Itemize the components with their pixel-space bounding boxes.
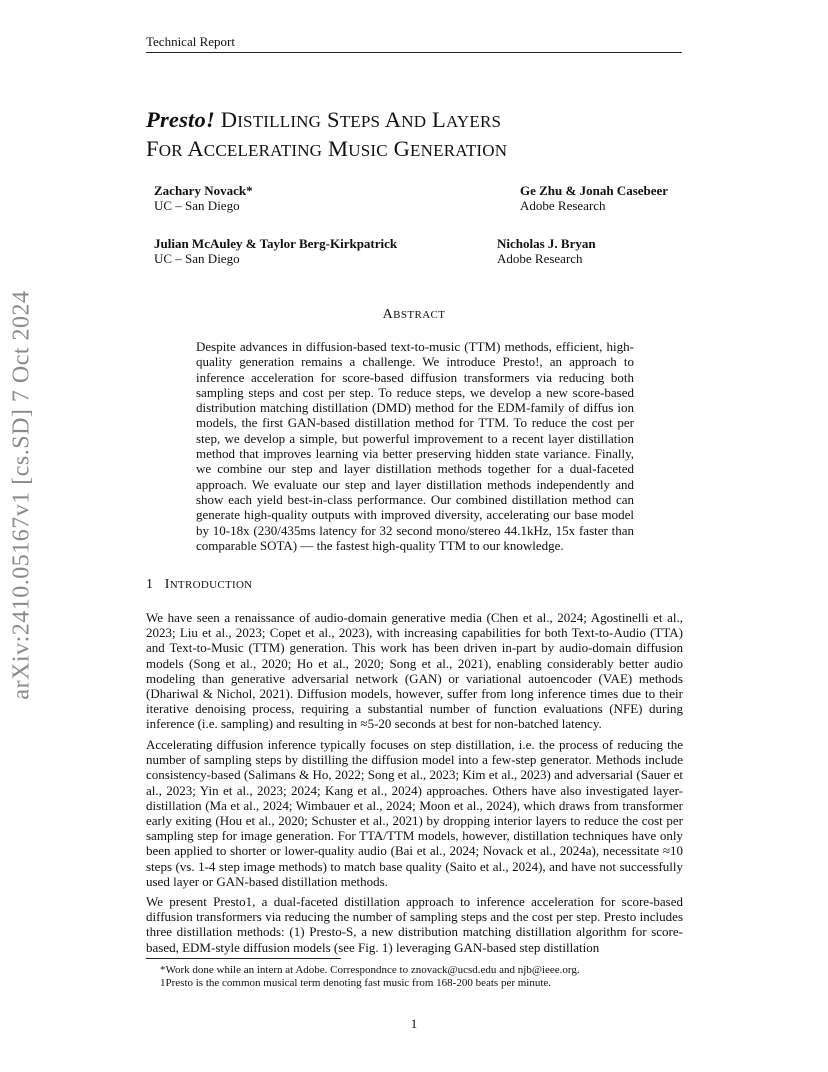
- abstract-body: Despite advances in diffusion-based text-to-music (TTM) methods, efficient, high-quality generation remains a challenge. We introduce Presto!, an approach to inference acceleration for score-based diffusion transformers via reducing both sampling steps and cost per step. To reduce steps, we develop a new score-based distribution matching distillation (DMD) method for the EDM-family of diffus ion models, the first GAN-based distillation method for TTM. To reduce the cost per step, we develop a simple, but powerful improvement to a recent layer distillation method that improves learning via better preserving hidden state variance. Finally, we combine our step and layer distillation methods together for a dual-faceted approach. We evaluate our step and layer distillation methods independently and show each yield best-in-class performance. Our combined distillation method can generate high-quality outputs with improved diversity, accelerating our base model by 10-18x (230/435ms latency for 32 second mono/stereo 44.1kHz, 15x faster than comparable SOTA) — the fastest high-quality TTM to our knowledge.: [196, 339, 634, 553]
- paper-title: [146, 106, 507, 164]
- author-affiliation: UC – San Diego: [154, 251, 240, 266]
- author-affiliation: Adobe Research: [497, 251, 583, 266]
- author-affiliation: UC – San Diego: [154, 198, 240, 213]
- running-header: Technical Report: [146, 34, 235, 49]
- author-block-2: [520, 183, 668, 213]
- arxiv-stamp[interactable]: [2, 290, 42, 700]
- author-affiliation: Adobe Research: [520, 198, 606, 213]
- intro-paragraph-1: We have seen a renaissance of audio-domain generative media (Chen et al., 2024; Agostinelli et al., 2023; Liu et al., 2023; Copet et al., 2023), with increasing capabilities for both Text-to-Audio (TTA) and Text-to-Music (TTM) generation. This work has been driven in-part by audio-domain diffusion models (Song et al., 2020; Ho et al., 2020; Song et al., 2021), enabling considerably better audio modeling than generative adversarial network (GAN) or variational autoencoder (VAE) methods (Dhariwal & Nichol, 2021). Diffusion models, however, suffer from long inference times due to their iterative denoising process, requiring a substantial number of function evaluations (NFE) during inference (i.e. sampling) and resulting in ≈5-20 seconds at best for non-batched latency.: [146, 610, 683, 732]
- author-name: Nicholas J. Bryan: [497, 236, 596, 251]
- footnote-2: 1Presto is the common musical term denoting fast music from 168-200 beats per minute.: [160, 977, 552, 989]
- author-name: Julian McAuley & Taylor Berg-Kirkpatrick: [154, 236, 398, 251]
- footnote-1: *Work done while an intern at Adobe. Correspondnce to znovack@ucsd.edu and njb@ieee.org.: [160, 964, 580, 976]
- section-heading: [146, 577, 252, 593]
- intro-paragraph-2: Accelerating diffusion inference typically focuses on step distillation, i.e. the process of reducing the number of sampling steps by distilling the diffusion model into a few-step generator. Methods include consistency-based (Salimans & Ho, 2022; Song et al., 2023; Kim et al., 2023) and adversarial (Sauer et al., 2023; Yin et al., 2023; 2024; Kang et al., 2024) approaches. Others have also investigated layer-distillation (Ma et al., 2024; Wimbauer et al., 2024; Moon et al., 2024), which draws from transformer early exiting (Hou et al., 2020; Schuster et al., 2021) by dropping interior layers to reduce the cost per sampling step for image generation. For TTA/TTM models, however, distillation techniques have only been applied to shorter or lower-quality audio (Bai et al., 2024; Novack et al., 2024a), necessitate ≈10 steps (vs. 1-4 step image methods) to match base quality (Saito et al., 2024), and have not successfully used layer or GAN-based distillation methods.: [146, 737, 683, 889]
- author-block-1: [154, 183, 253, 213]
- author-block-3: [154, 236, 397, 266]
- section-number: 1: [146, 577, 154, 592]
- intro-paragraph-3: We present Presto1, a dual-faceted distillation approach to inference acceleration for score-based diffusion transformers via reducing the number of sampling steps and the cost per step. Presto includes three distillation methods: (1) Presto-S, a new distribution matching distillation algorithm for score-based, EDM-style diffusion models (see Fig. 1) leveraging GAN-based step distillation: [146, 894, 683, 955]
- header-rule: [146, 52, 682, 53]
- author-name: Zachary Novack*: [154, 183, 253, 198]
- title-line-1: DISTILLING STEPS AND LAYERS: [220, 107, 502, 132]
- author-block-4: [497, 236, 596, 266]
- title-name: Presto!: [146, 107, 215, 132]
- section-title: INTRODUCTION: [164, 577, 253, 592]
- abstract-heading: ABSTRACT: [382, 307, 446, 322]
- footnote-rule: [146, 958, 341, 959]
- author-name: Ge Zhu & Jonah Casebeer: [520, 183, 669, 198]
- title-line-2: FOR ACCELERATING MUSIC GENERATION: [146, 136, 508, 161]
- arxiv-id: arXiv:2410.05167v1 [cs.SD] 7 Oct 2024: [8, 290, 35, 700]
- page-number: 1: [410, 1016, 418, 1031]
